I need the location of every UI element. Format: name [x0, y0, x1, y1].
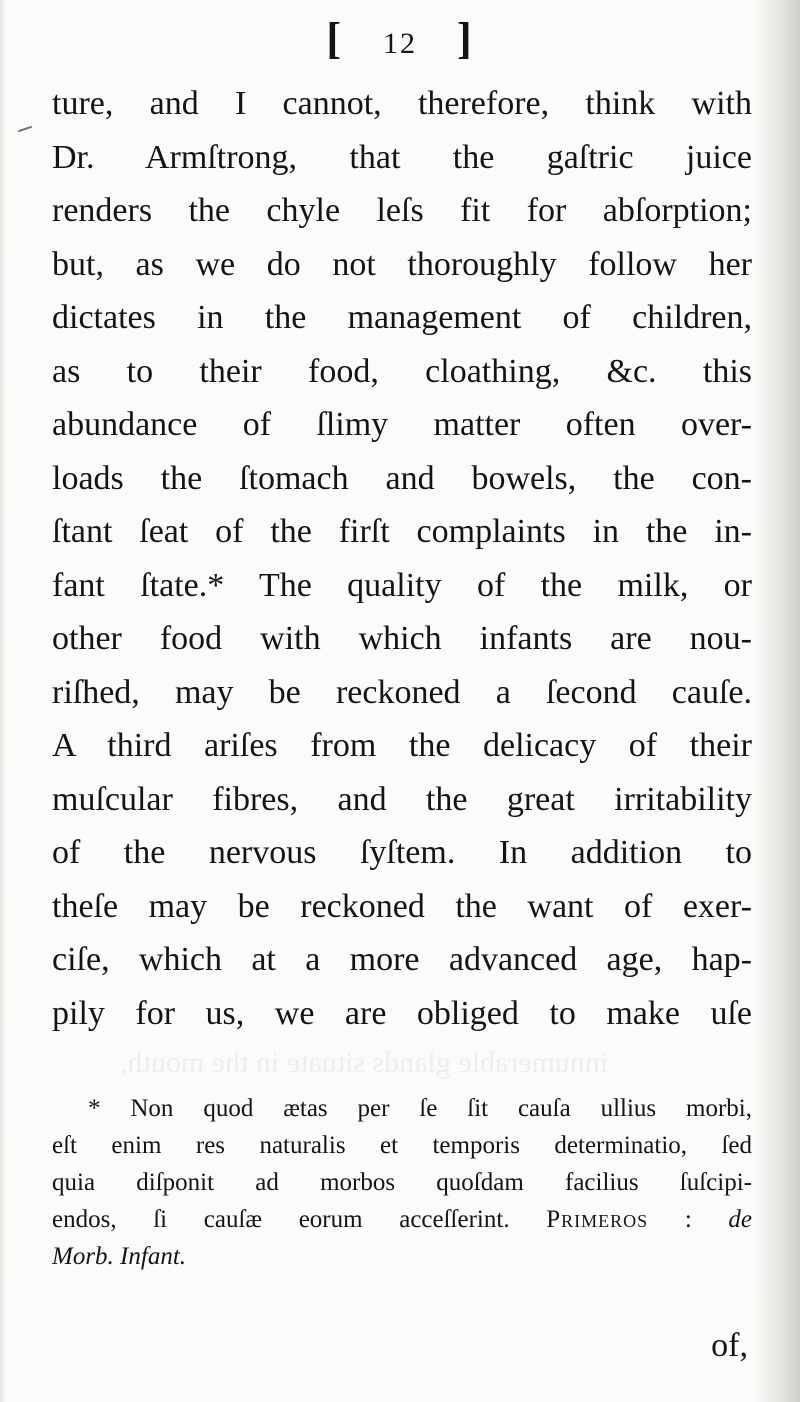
footnote-line — [52, 1238, 752, 1275]
footnote-title: de — [728, 1206, 753, 1233]
page-number-header — [0, 16, 800, 67]
text-line: riſhed, may be reckoned a ſecond cauſe. — [52, 673, 752, 711]
text-line: of the nervous ſyſtem. In addition to — [52, 834, 752, 871]
body-text — [52, 77, 752, 1040]
text-line: ſtant ſeat of the firſt complaints in the in- — [52, 513, 752, 550]
show-through-text: innumerable glands situate in the mouth, — [120, 1046, 609, 1079]
text-line: A third ariſes from the delicacy of their — [52, 727, 752, 764]
text-line: renders the chyle leſs fit for abſorption; — [52, 192, 752, 229]
footnote-line: * Non quod ætas per ſe ſit cauſa ullius morbi, — [88, 1095, 752, 1122]
page-number: 12 — [383, 27, 417, 60]
footnote-title-continued: Morb. Infant. — [52, 1243, 187, 1270]
text-line: ture, and I cannot, therefore, think with — [52, 85, 752, 122]
text-line: as to their food, cloathing, &c. this — [52, 352, 752, 390]
footnote-line: quia diſponit ad morbos quoſdam facilius ſuſcipi- — [52, 1169, 752, 1196]
text-line: fant ſtate.* The quality of the milk, or — [52, 566, 752, 604]
text-line: theſe may be reckoned the want of exer- — [52, 887, 752, 925]
page-left-edge — [0, 0, 6, 1402]
text-line: loads the ſtomach and bowels, the con- — [52, 459, 752, 497]
page-number-bracket-close: ] — [457, 14, 474, 63]
text-line: muſcular fibres, and the great irritability — [52, 780, 752, 818]
footnote-text: endos, ſi cauſæ eorum acceſſerint. — [52, 1206, 510, 1233]
text-line: but, as we do not thoroughly follow her — [52, 245, 752, 283]
page-right-edge-shadow — [754, 0, 800, 1402]
text-line: abundance of ſlimy matter often over- — [52, 406, 752, 443]
text-line: pily for us, we are obliged to make uſe — [52, 994, 752, 1032]
margin-mark — [18, 126, 32, 132]
text-line: ciſe, which at a more advanced age, hap- — [52, 941, 752, 978]
footnote-author: Primeros — [546, 1206, 649, 1233]
footnote — [52, 1090, 752, 1275]
footnote-line-citation — [52, 1201, 752, 1238]
text-line: Dr. Armſtrong, that the gaſtric juice — [52, 138, 752, 176]
text-line: dictates in the management of children, — [52, 299, 752, 336]
page-number-bracket-open: [ — [326, 14, 343, 63]
footnote-line: eſt enim res naturalis et temporis determinatio, ſed — [52, 1132, 752, 1159]
text-line: other food with which infants are nou- — [52, 620, 752, 657]
footnote-separator: : — [684, 1206, 692, 1233]
catchword: of, — [711, 1327, 748, 1364]
